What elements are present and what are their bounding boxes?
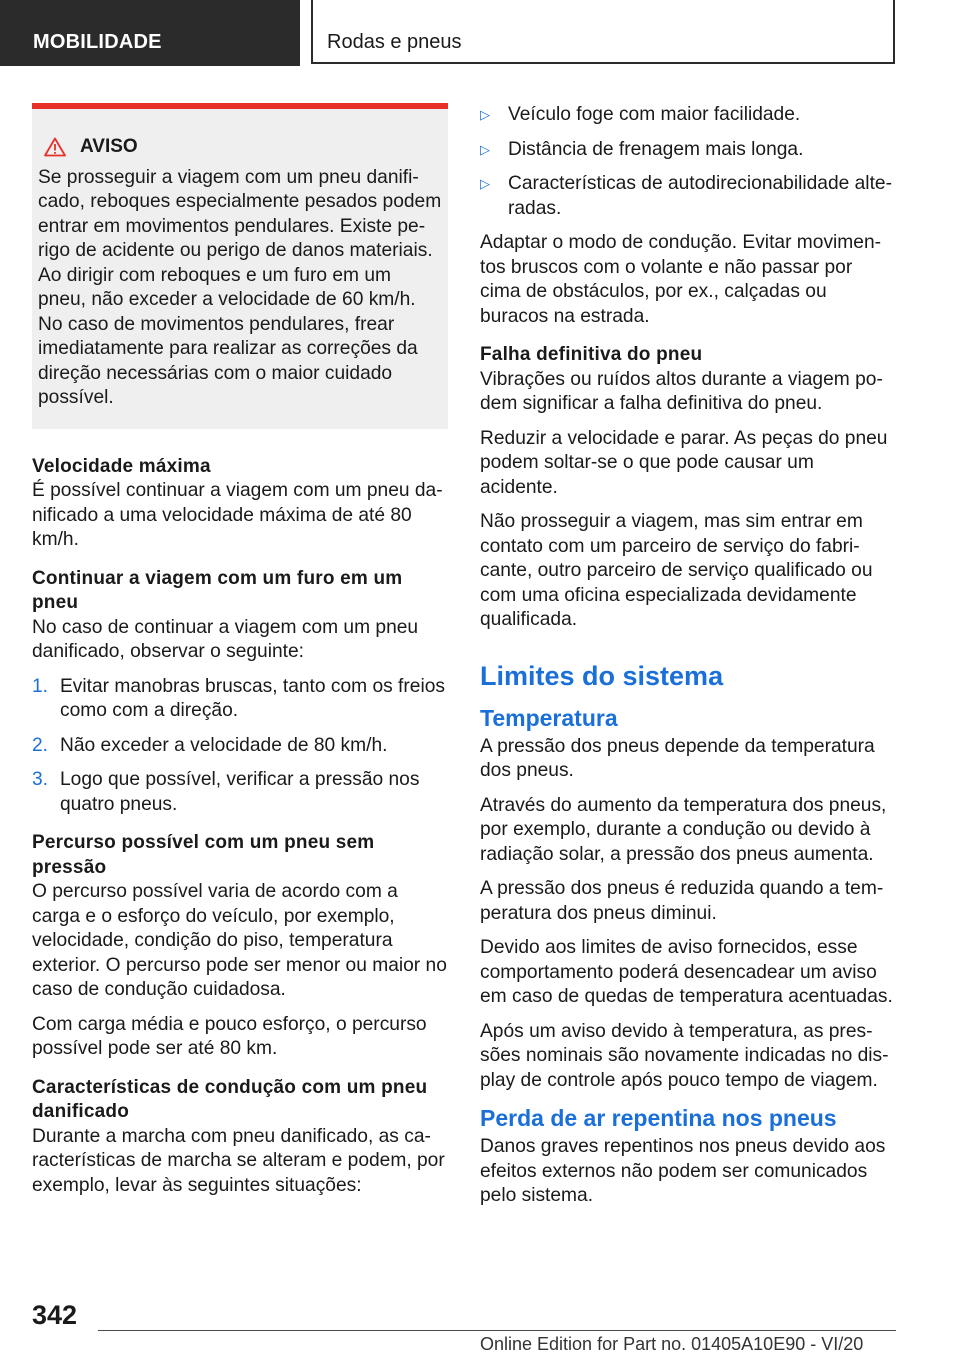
step-text: Evitar manobras bruscas, tanto com os freios como com a direção. (60, 675, 445, 721)
footer-divider (98, 1330, 896, 1331)
left-column (32, 103, 448, 1212)
triangle-bullet-icon: ▷ (480, 141, 490, 157)
triangle-bullet-icon: ▷ (480, 107, 490, 122)
step-number: 2. (32, 734, 49, 756)
warning-title-row (38, 135, 442, 160)
vmax-section (32, 455, 448, 553)
failure-text-2: Reduzir a velocidade e parar. As peças do pneu podem soltar-se o que pode causar um acidente. (480, 427, 888, 498)
temperature-text-5: Após um aviso devido à temperatura, as pressões nominais são novamente indicadas no display de controle após pouco tempo de viagem. (480, 1020, 889, 1091)
triangle-bullet-icon: ▷ (480, 176, 490, 191)
temperature-text-4: Devido aos limites de aviso fornecidos, esse comportamento poderá desencadear um aviso em caso de quedas de temperatura acentuadas. (480, 937, 893, 1007)
air-loss-heading: Perda de ar repentina nos pneus (480, 1105, 837, 1131)
chapter-tab: Rodas e pneus (311, 0, 895, 64)
steps-list (32, 675, 448, 818)
continue-text: No caso de continuar a viagem com um pneu danificado, observar o seguinte: (32, 616, 419, 662)
step-number: 3. (32, 769, 49, 790)
step-text: Não exceder a velocidade de 80 km/h. (60, 734, 388, 756)
list-item (32, 734, 448, 759)
list-item (480, 103, 896, 128)
temperature-heading: Temperatura (480, 704, 618, 731)
failure-heading: Falha definitiva do pneu (480, 344, 703, 365)
right-column (480, 103, 896, 1219)
range-text-1: O percurso possível varia de acordo com a carga e o esforço do veículo, por exemplo, velocidade, condição do piso, temperatura exterior. O percurso pode ser menor ou maior no caso de condução cuidadosa. (32, 881, 447, 1000)
temperature-text-1: A pressão dos pneus depende da temperatura dos pneus. (480, 735, 875, 781)
continue-section (32, 567, 448, 818)
temperature-text-2: Através do aumento da temperatura dos pneus, por exemplo, durante a condução ou devido à radiação solar, a pressão dos pneus aumenta. (480, 794, 887, 865)
bullet-text: Distância de frenagem mais longa. (508, 138, 804, 160)
air-loss-text: Danos graves repentinos nos pneus devido aos efeitos externos não podem ser comunicados pelo sistema. (480, 1136, 886, 1206)
warning-text: Se prosseguir a viagem com um pneu danificado, reboques especialmente pesados podem entrar em movimentos pendulares. Existe perigo de acidente ou perigo de danos materiais. Ao dirigir com reboques e um furo em um pneu, não exceder a velocidade de 60 km/h. No caso de movimentos pendulares, frear imediatamente para realizar as correções da direção necessárias com o maior cuidado possível. (38, 166, 442, 408)
temperature-section (480, 703, 896, 1094)
warning-title: AVISO (80, 136, 138, 157)
warning-triangle-icon (44, 137, 66, 157)
failure-section (480, 343, 896, 633)
list-item (480, 172, 896, 221)
vmax-heading: Velocidade máxima (32, 455, 211, 477)
vmax-text: É possível continuar a viagem com um pneu danificado a uma velocidade máxima de até 80 km/h. (32, 480, 443, 550)
list-item (32, 768, 448, 817)
list-item (32, 675, 448, 724)
edition-note: Online Edition for Part no. 01405A10E90 - VI/20 (480, 1334, 864, 1354)
list-item (480, 138, 896, 163)
consequences-list (480, 103, 896, 221)
step-number: 1. (32, 675, 49, 697)
driving-heading: Características de condução com um pneu danificado (32, 1076, 428, 1122)
warning-box (32, 103, 448, 429)
step-text: Logo que possível, verificar a pressão nos quatro pneus. (60, 769, 420, 815)
bullet-text: Características de autodirecionabilidade alteradas. (508, 173, 892, 219)
air-loss-section (480, 1103, 896, 1209)
range-text-2: Com carga média e pouco esforço, o percurso possível pode ser até 80 km. (32, 1013, 427, 1059)
driving-section (32, 1076, 448, 1199)
range-section (32, 831, 448, 1062)
adapt-text: Adaptar o modo de condução. Evitar movimentos bruscos com o volante e não passar por cima de obstáculos, por ex., calçadas ou buracos na estrada. (480, 232, 882, 327)
failure-text-1: Vibrações ou ruídos altos durante a viagem podem significar a falha definitiva do pneu. (480, 368, 883, 414)
bullet-text: Veículo foge com maior facilidade. (508, 104, 801, 125)
section-tab: MOBILIDADE (0, 0, 300, 66)
page-header (0, 0, 960, 66)
continue-heading: Continuar a viagem com um furo em um pneu (32, 567, 403, 613)
failure-text-3: Não prosseguir a viagem, mas sim entrar em contato com um parceiro de serviço do fabricante, outro parceiro de serviço qualificado ou com uma oficina especializada devidamente qualificada. (480, 511, 873, 630)
page-number: 342 (32, 1300, 78, 1330)
limits-heading: Limites do sistema (480, 660, 724, 691)
temperature-text-3: A pressão dos pneus é reduzida quando a temperatura dos pneus diminui. (480, 878, 884, 924)
range-heading: Percurso possível com um pneu sem pressão (32, 832, 375, 878)
driving-text: Durante a marcha com pneu danificado, as características de marcha se alteram e podem, por exemplo, levar às seguintes situações: (32, 1125, 445, 1196)
